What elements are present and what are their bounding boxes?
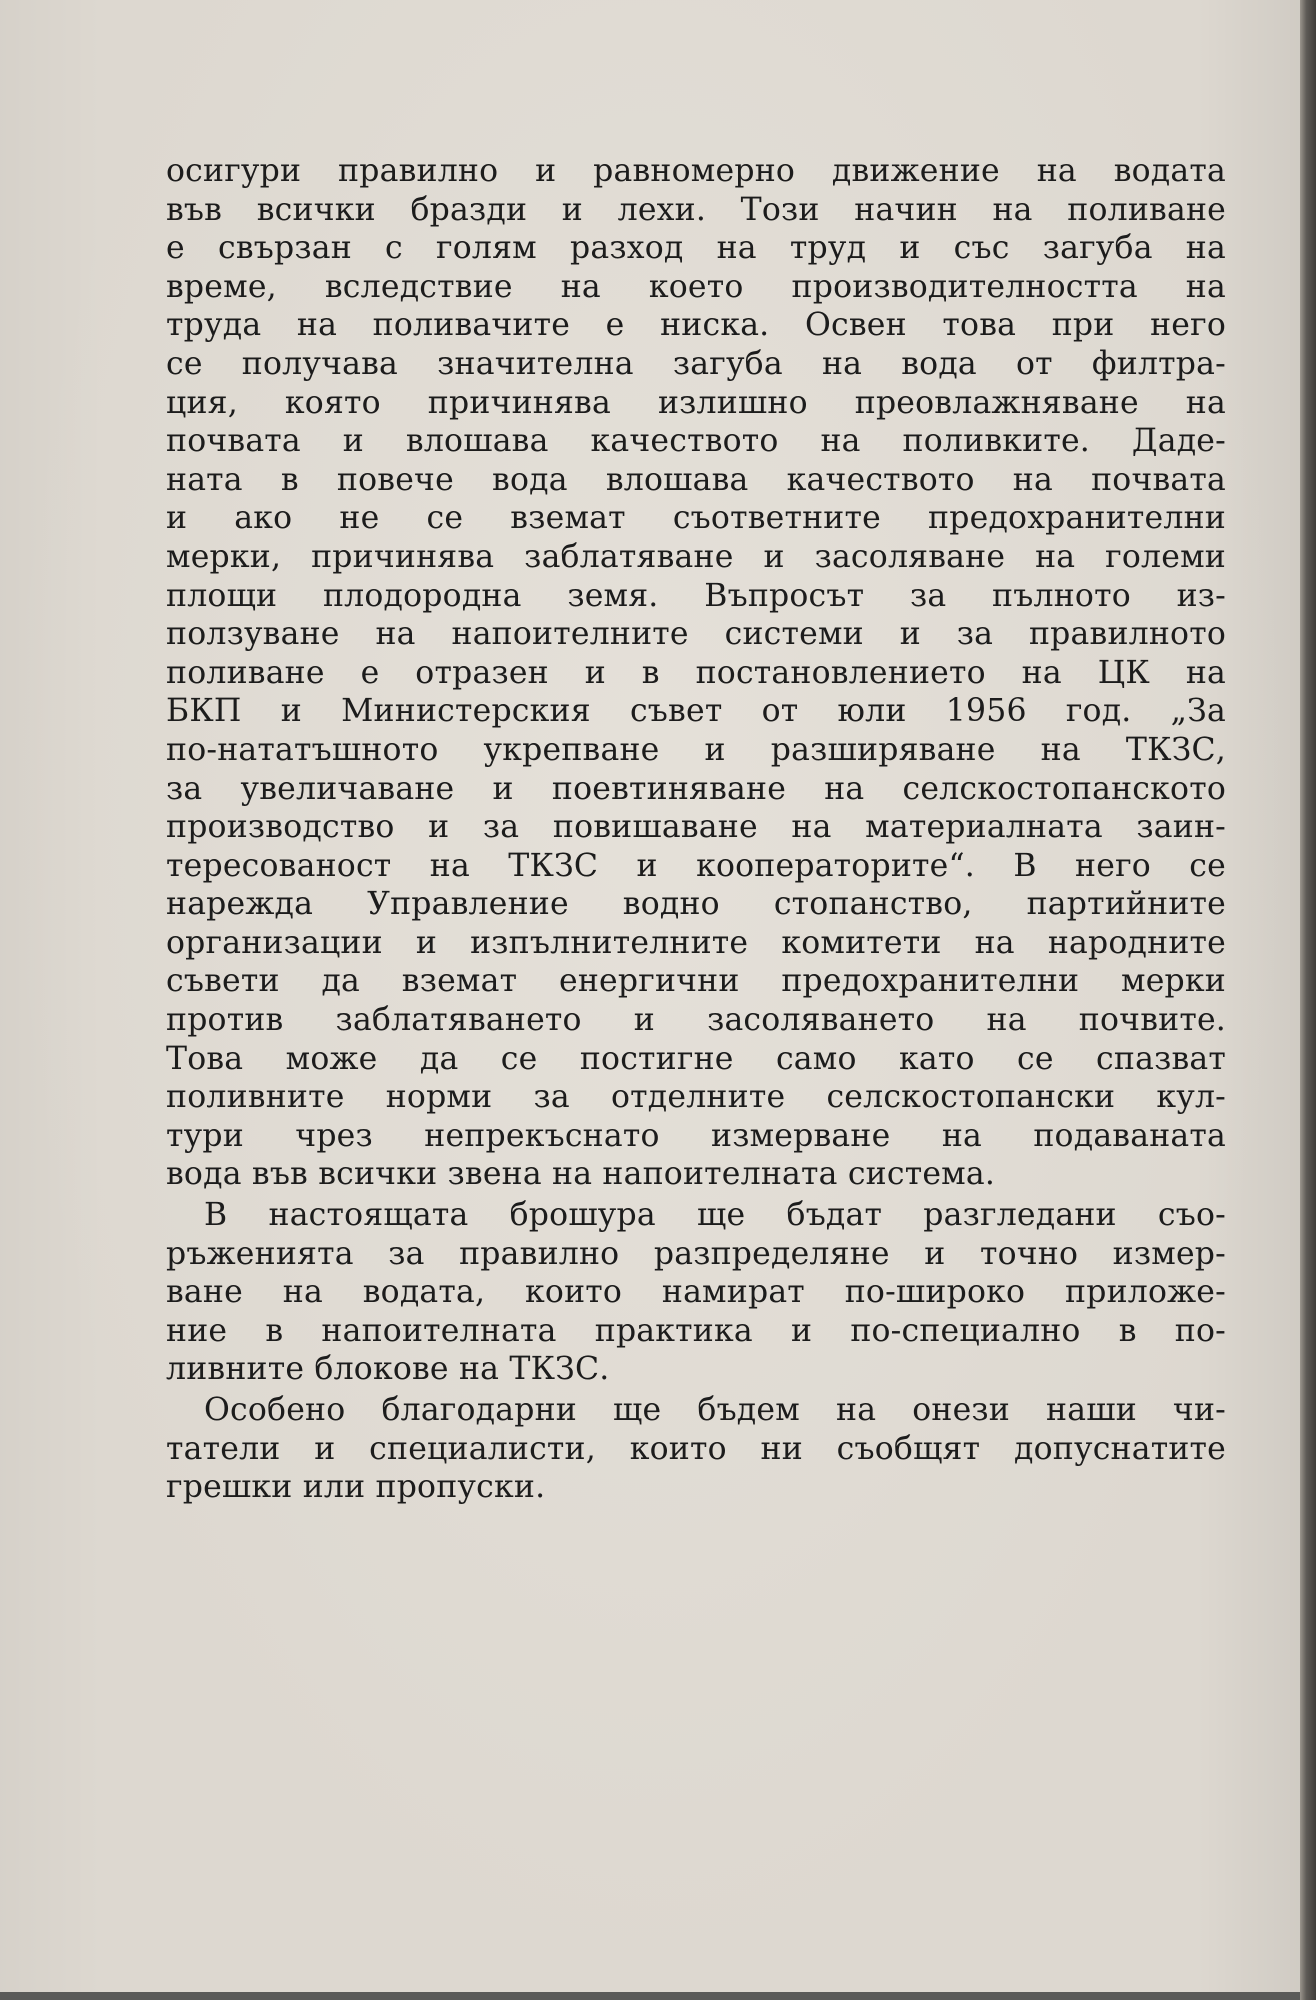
paragraph-2	[166, 1196, 1226, 1389]
text-line: ване на водата, които намират по-широко приложе-	[166, 1274, 1226, 1311]
text-line: мерки, причинява заблатяване и засоляване на големи	[166, 538, 1226, 575]
text-line: ливните блокове на ТКЗС.	[166, 1351, 610, 1388]
text-line: ната в повече вода влошава качеството на почвата	[166, 461, 1226, 498]
text-line: поливане е отразен и в постановлението на ЦК на	[166, 654, 1226, 691]
text-line: Особено благодарни ще бъдем на онези наши чи-	[204, 1392, 1226, 1428]
text-line: В настоящата брошура ще бъдат разгледани съо-	[204, 1197, 1226, 1234]
text-line: ция, която причинява излишно преовлажняване на	[166, 384, 1226, 421]
page-edge	[1300, 0, 1316, 2000]
text-line: във всички бразди и лехи. Този начин на поливане	[166, 191, 1226, 228]
text-line: ползуване на напоителните системи и за правилното	[166, 616, 1226, 653]
paragraph-3	[166, 1391, 1226, 1507]
text-line: осигури правилно и равномерно движение на водата	[166, 153, 1226, 189]
text-line: тересованост на ТКЗС и кооператорите“. В него се	[166, 847, 1226, 884]
text-line: труда на поливачите е ниска. Освен това при него	[166, 307, 1226, 344]
text-line: тури чрез непрекъснато измерване на подаваната	[166, 1117, 1226, 1154]
text-line: против заблатяването и засоляването на почвите.	[166, 1002, 1226, 1039]
text-line: БКП и Министерския съвет от юли 1956 год. „За	[166, 693, 1226, 730]
text-line: производство и за повишаване на материалната заин-	[166, 809, 1226, 846]
text-line: и ако не се вземат съответните предохранителни	[166, 500, 1226, 537]
text-line: е свързан с голям разход на труд и със загуба на	[166, 230, 1226, 267]
text-line: време, вследствие на което производителността на	[166, 268, 1226, 305]
text-line: Това може да се постигне само като се спазват	[166, 1040, 1226, 1077]
text-line: по-нататъшното укрепване и разширяване на ТКЗС,	[166, 731, 1226, 768]
text-line: организации и изпълнителните комитети на народните	[166, 924, 1226, 961]
paragraph-1	[166, 152, 1226, 1194]
text-line: вода във всички звена на напоителната система.	[166, 1156, 996, 1193]
text-line: нарежда Управление водно стопанство, партийните	[166, 886, 1226, 923]
text-line: поливните норми за отделните селскостопански кул-	[166, 1079, 1226, 1116]
text-line: ръженията за правилно разпределяне и точно измер-	[166, 1235, 1226, 1272]
text-line: за увеличаване и поевтиняване на селскостопанското	[166, 770, 1226, 807]
text-line: татели и специалисти, които ни съобщят допуснатите	[166, 1430, 1226, 1467]
text-line: площи плодородна земя. Въпросът за пълното из-	[166, 577, 1226, 614]
text-line: ние в напоителната практика и по-специално в по-	[166, 1312, 1226, 1349]
text-line: се получава значителна загуба на вода от филтра-	[166, 345, 1226, 382]
text-line: почвата и влошава качеството на поливките. Даде-	[166, 423, 1226, 460]
body-text	[166, 152, 1226, 1507]
text-line: грешки или пропуски.	[166, 1469, 546, 1506]
text-line: съвети да вземат енергични предохранителни мерки	[166, 963, 1226, 1000]
